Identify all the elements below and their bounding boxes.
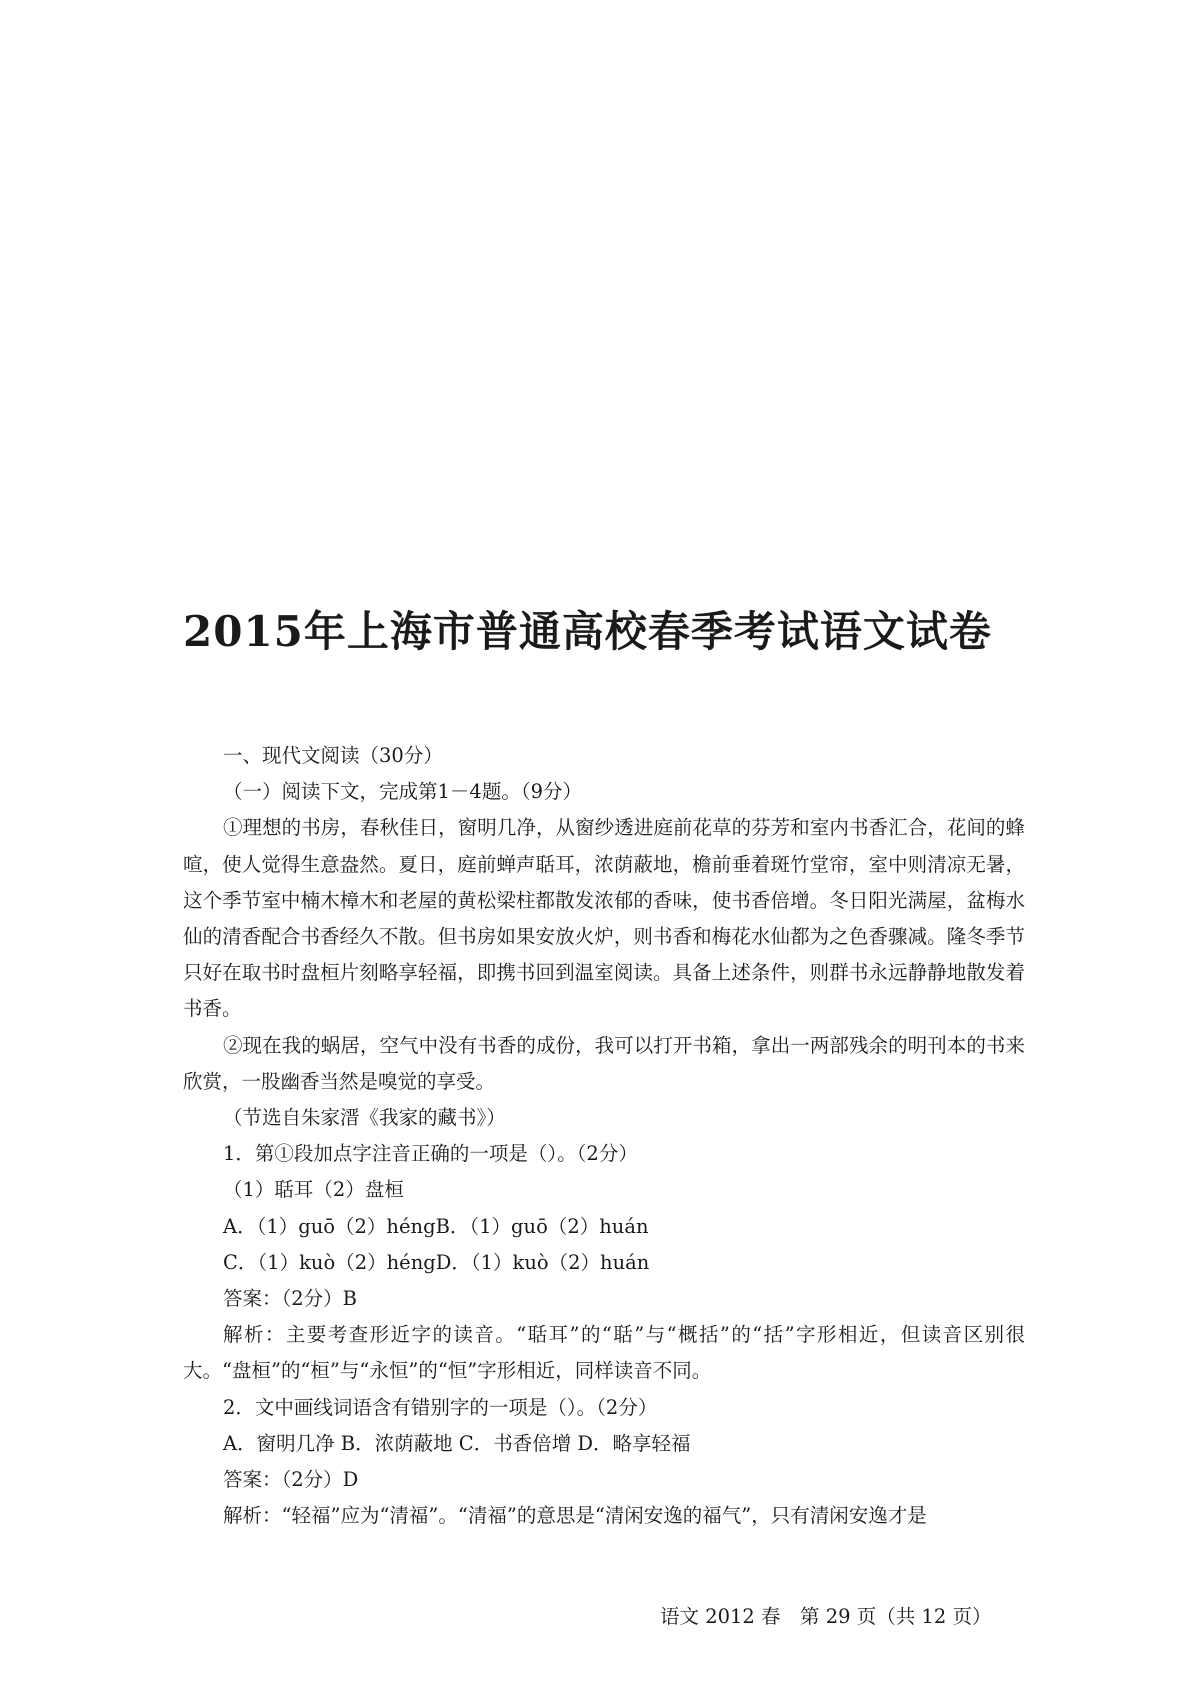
subsection-heading: （一）阅读下文，完成第1－4题。（9分） [223, 780, 582, 804]
page-footer: 语文 2012 春 第 29 页（共 12 页） [660, 1605, 992, 1628]
question-2-stem: 2．文中画线词语含有错别字的一项是（）。（2分） [223, 1395, 658, 1419]
question-2-options: A．窗明几净 B．浓荫蔽地 C．书香倍增 D．略享轻福 [223, 1431, 691, 1455]
question-1-stem: 1．第①段加点字注音正确的一项是（）。（2分） [223, 1142, 638, 1166]
passage-source: （节选自朱家溍《我家的藏书》） [223, 1106, 506, 1130]
question-1-analysis: 解析：主要考查形近字的读音。“聒耳”的“聒”与“概括”的“括”字形相近，但读音区别很大。“盘桓”的“桓”与“永恒”的“恒”字形相近，同样读音不同。 [183, 1323, 1025, 1383]
passage-paragraph-2: ②现在我的蜗居，空气中没有书香的成份，我可以打开书箱，拿出一两部残余的明刊本的书来欣赏，一股幽香当然是嗅觉的享受。 [183, 1033, 1025, 1093]
question-1-options-line-2: C．（1）kuò（2）héngD．（1）kuò（2）huán [223, 1250, 650, 1274]
question-1-answer: 答案：（2分）B [223, 1287, 357, 1311]
document-title: 2015年上海市普通高校春季考试语文试卷 [183, 607, 992, 656]
passage-paragraph-1: ①理想的书房，春秋佳日，窗明几净，从窗纱透进庭前花草的芬芳和室内书香汇合，花间的蜂喧，使人觉得生意盎然。夏日，庭前蝉声聒耳，浓荫蔽地，檐前垂着斑竹堂帘，室中则清凉无暑，这个季节室中楠木樟木和老屋的黄松梁柱都散发浓郁的香味，使书香倍增。冬日阳光满屋，盆梅水仙的清香配合书香经久不散。但书房如果安放火炉，则书香和梅花水仙都为之色香骤减。隆冬季节只好在取书时盘桓片刻略享轻福，即携书回到温室阅读。具备上述条件，则群书永远静静地散发着书香。 [183, 816, 1025, 1021]
question-1-items: （1）聒耳（2）盘桓 [223, 1178, 404, 1202]
section-heading: 一、现代文阅读（30分） [223, 744, 443, 767]
question-2-analysis: 解析：“轻福”应为“清福”。“清福”的意思是“清闲安逸的福气”，只有清闲安逸才是 [223, 1504, 927, 1528]
document-body [183, 738, 1025, 1534]
question-1-options-line-1: A．（1）guō（2）héngB．（1）guō（2）huán [223, 1214, 649, 1238]
question-2-answer: 答案：（2分）D [223, 1468, 359, 1492]
